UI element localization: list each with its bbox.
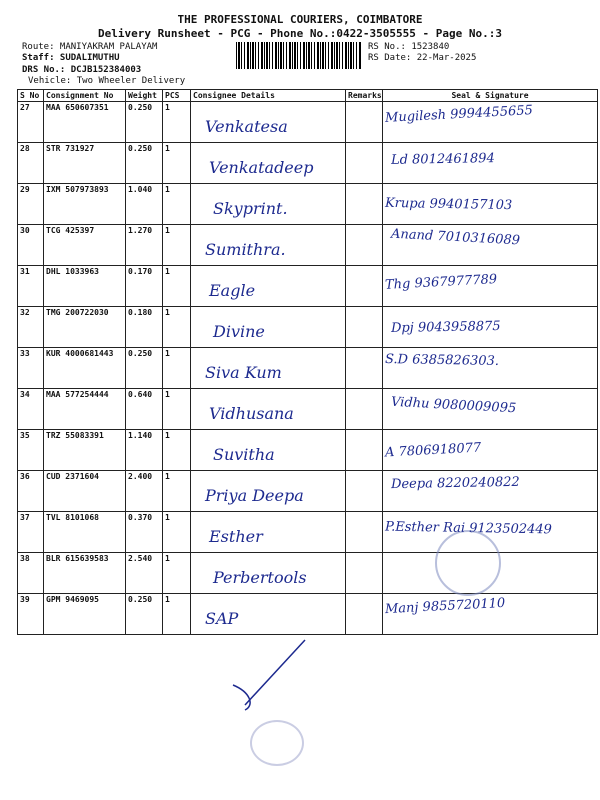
consignee-signature: Sumithra. — [205, 240, 286, 259]
rs-number: RS No.: 1523840 — [368, 42, 450, 52]
serial-number: 27 — [18, 102, 44, 143]
consignment-number: DHL 1033963 — [44, 266, 126, 307]
weight-value: 0.370 — [126, 512, 163, 553]
consignee-signature: Venkatadeep — [209, 158, 314, 177]
consignment-number: IXM 507973893 — [44, 184, 126, 225]
consignee-signature: SAP — [205, 609, 239, 628]
table-row — [18, 266, 598, 307]
consignment-number: TCG 425397 — [44, 225, 126, 266]
remarks-cell — [346, 389, 383, 430]
serial-number: 33 — [18, 348, 44, 389]
weight-value: 1.140 — [126, 430, 163, 471]
consignment-number: TMG 200722030 — [44, 307, 126, 348]
consignment-number: MAA 650607351 — [44, 102, 126, 143]
consignee-signature: Skyprint. — [213, 199, 288, 218]
pen-stroke-mark — [225, 630, 325, 720]
column-header-sno: S No — [18, 90, 44, 102]
pcs-value: 1 — [163, 389, 191, 430]
table-row — [18, 553, 598, 594]
consignee-signature: Siva Kum — [205, 363, 282, 382]
consignment-number: TRZ 55083391 — [44, 430, 126, 471]
remarks-cell — [346, 553, 383, 594]
column-header-consignee-details: Consignee Details — [191, 90, 346, 102]
pcs-value: 1 — [163, 184, 191, 225]
remarks-cell — [346, 102, 383, 143]
remarks-cell — [346, 225, 383, 266]
table-row — [18, 348, 598, 389]
seal-signature: Dpj 9043958875 — [390, 319, 501, 336]
consignment-number: CUD 2371604 — [44, 471, 126, 512]
drs-number: DRS No.: DCJB152384003 — [22, 65, 142, 75]
weight-value: 0.170 — [126, 266, 163, 307]
seal-signature: P.Esther Rai 9123502449 — [384, 519, 553, 538]
weight-value: 0.250 — [126, 594, 163, 635]
serial-number: 36 — [18, 471, 44, 512]
weight-value: 2.540 — [126, 553, 163, 594]
serial-number: 37 — [18, 512, 44, 553]
pcs-value: 1 — [163, 512, 191, 553]
pcs-value: 1 — [163, 594, 191, 635]
route-label: Route: MANIYAKRAM PALAYAM — [22, 42, 158, 52]
serial-number: 31 — [18, 266, 44, 307]
serial-number: 34 — [18, 389, 44, 430]
remarks-cell — [346, 307, 383, 348]
weight-value: 1.270 — [126, 225, 163, 266]
pcs-value: 1 — [163, 430, 191, 471]
remarks-cell — [346, 143, 383, 184]
remarks-cell — [346, 471, 383, 512]
column-header-pcs: PCS — [163, 90, 191, 102]
seal-signature: Ld 8012461894 — [390, 151, 495, 168]
seal-signature: Deepa 8220240822 — [390, 474, 520, 493]
table-row — [18, 430, 598, 471]
pcs-value: 1 — [163, 143, 191, 184]
column-header-seal-signature: Seal & Signature — [383, 90, 598, 102]
pcs-value: 1 — [163, 225, 191, 266]
pcs-value: 1 — [163, 348, 191, 389]
remarks-cell — [346, 266, 383, 307]
weight-value: 0.250 — [126, 102, 163, 143]
delivery-stamp — [435, 530, 501, 596]
serial-number: 29 — [18, 184, 44, 225]
serial-number: 35 — [18, 430, 44, 471]
column-header-weight: Weight — [126, 90, 163, 102]
serial-number: 30 — [18, 225, 44, 266]
weight-value: 0.250 — [126, 348, 163, 389]
runsheet-subtitle: Delivery Runsheet - PCG - Phone No.:0422-3505555 - Page No.:3 — [98, 27, 502, 40]
seal-signature: Krupa 9940157103 — [384, 195, 513, 214]
consignee-signature: Suvitha — [213, 445, 275, 464]
table-header-row — [18, 90, 598, 102]
seal-signature: S.D 6385826303. — [384, 352, 500, 369]
serial-number: 32 — [18, 307, 44, 348]
seal-signature: A 7806918077 — [384, 440, 482, 461]
consignment-number: STR 731927 — [44, 143, 126, 184]
seal-signature: Thg 9367977789 — [384, 272, 498, 293]
weight-value: 0.180 — [126, 307, 163, 348]
barcode — [236, 42, 362, 69]
consignment-number: TVL 8101068 — [44, 512, 126, 553]
consignment-number: MAA 577254444 — [44, 389, 126, 430]
weight-value: 0.640 — [126, 389, 163, 430]
company-title: THE PROFESSIONAL COURIERS, COIMBATORE — [177, 13, 423, 26]
serial-number: 38 — [18, 553, 44, 594]
remarks-cell — [346, 348, 383, 389]
faded-stamp — [250, 720, 304, 766]
remarks-cell — [346, 594, 383, 635]
weight-value: 0.250 — [126, 143, 163, 184]
serial-number: 39 — [18, 594, 44, 635]
vehicle-label: Vehicle: Two Wheeler Delivery — [28, 76, 186, 86]
consignee-signature: Venkatesa — [205, 117, 288, 136]
pcs-value: 1 — [163, 553, 191, 594]
pcs-value: 1 — [163, 266, 191, 307]
seal-signature: Vidhu 9080009095 — [390, 394, 517, 417]
staff-label: Staff: SUDALIMUTHU — [22, 53, 120, 63]
seal-signature: Mugilesh 9994455655 — [384, 103, 534, 126]
seal-signature: Manj 9855720110 — [384, 595, 506, 618]
column-header-consignment-no: Consignment No — [44, 90, 126, 102]
consignee-signature: Priya Deepa — [205, 486, 304, 505]
table-row — [18, 307, 598, 348]
weight-value: 2.400 — [126, 471, 163, 512]
remarks-cell — [346, 512, 383, 553]
pcs-value: 1 — [163, 471, 191, 512]
serial-number: 28 — [18, 143, 44, 184]
pcs-value: 1 — [163, 102, 191, 143]
remarks-cell — [346, 430, 383, 471]
consignment-number: KUR 4000681443 — [44, 348, 126, 389]
remarks-cell — [346, 184, 383, 225]
table-row — [18, 594, 598, 635]
consignment-number: BLR 615639583 — [44, 553, 126, 594]
consignee-signature: Divine — [213, 322, 265, 341]
consignee-signature: Vidhusana — [209, 404, 294, 423]
rs-date: RS Date: 22-Mar-2025 — [368, 53, 477, 63]
consignee-signature: Perbertools — [213, 568, 307, 587]
column-header-remarks: Remarks — [346, 90, 383, 102]
weight-value: 1.040 — [126, 184, 163, 225]
consignment-number: GPM 9469095 — [44, 594, 126, 635]
seal-signature: Anand 7010316089 — [390, 226, 521, 249]
consignee-signature: Eagle — [209, 281, 256, 300]
consignee-signature: Esther — [209, 527, 263, 546]
pcs-value: 1 — [163, 307, 191, 348]
